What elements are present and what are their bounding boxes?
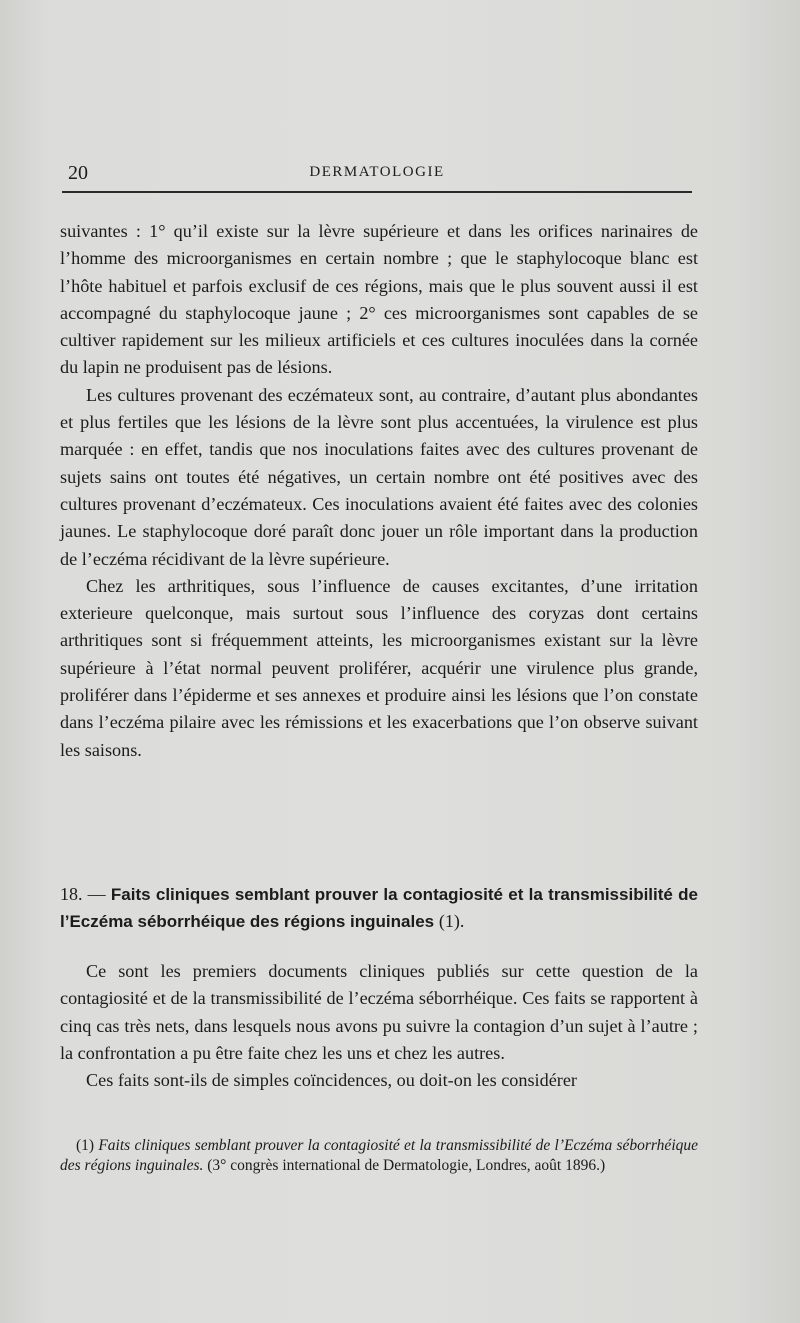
footnote-reference: (1). — [438, 911, 465, 931]
page-header — [62, 160, 692, 188]
running-title: DERMATOLOGIE — [309, 164, 445, 180]
section-number: 18. — — [60, 884, 106, 904]
header-rule — [62, 191, 692, 193]
paragraph-2: Les cultures provenant des eczémateux sont, au contraire, d’autant plus abondantes et plus fertiles que les lésions de la lèvre sont plus accentuées, la virulence est plus marquée : en effet, tandis que nos inoculations faites avec des cultures provenant de sujets sains ont toutes été négatives, un certain nombre ont été positives avec des cultures provenant d’eczémateux. Ces inoculations avaient été faites avec des colonies jaunes. Le staphylocoque doré paraît donc jouer un rôle important dans la production de l’eczéma récidivant de la lèvre supérieure. — [60, 384, 698, 569]
footnote-marker: (1) — [76, 1137, 95, 1154]
paragraph-3: Chez les arthritiques, sous l’influence de causes excitantes, d’une irritation exterieure quelconque, mais surtout sous l’influence des coryzas dont certains arthritiques sont si fréquemment atteints, les microorganismes existant sur la lèvre supérieure à l’état normal peuvent proliférer, acquérir une virulence plus grande, proliférer dans l’épiderme et ses annexes et produire ainsi les lésions que l’on constate dans l’eczéma pilaire avec les rémissions et les exacerbations que l’on observe suivant les saisons. — [60, 575, 698, 760]
footnote-citation: (3° congrès international de Dermatologie, Londres, août 1896.) — [207, 1157, 606, 1174]
section-body — [60, 958, 698, 1094]
section-paragraph-1: Ce sont les premiers documents cliniques publiés sur cette question de la contagiosité et de la transmissibilité de l’eczéma séborrhéique. Ces faits se rapportent à cinq cas très nets, dans lesquels nous avons pu suivre la contagion d’un sujet à l’autre ; la confrontation a pu être faite chez les uns et chez les autres. — [60, 961, 698, 1063]
footnote — [60, 1136, 698, 1176]
footnote-italic: Faits cliniques semblant prouver la contagiosité et la transmissibilité de l’Eczéma séborrhéique des régions inguinales. — [60, 1137, 698, 1174]
paragraph-1: suivantes : 1° qu’il existe sur la lèvre supérieure et dans les orifices narinaires de l’homme des microorganismes en certain nombre ; que le staphylocoque blanc est l’hôte habituel et parfois exclusif de ces régions, mais que le plus souvent aussi il est accompagné du staphylocoque jaune ; 2° ces microorganismes sont capables de se cultiver rapidement sur les milieux artificiels et ces cultures inoculées dans la cornée du lapin ne produisent pas de lésions. — [60, 221, 698, 378]
body-text — [60, 218, 698, 764]
section-title: Faits cliniques semblant prouver la contagiosité et la transmissibilité de l’Eczéma séborrhéique des régions inguinales — [60, 885, 698, 931]
page-number: 20 — [68, 162, 88, 184]
section-heading — [60, 881, 698, 935]
section-paragraph-2: Ces faits sont-ils de simples coïncidences, ou doit-on les considérer — [86, 1070, 577, 1091]
